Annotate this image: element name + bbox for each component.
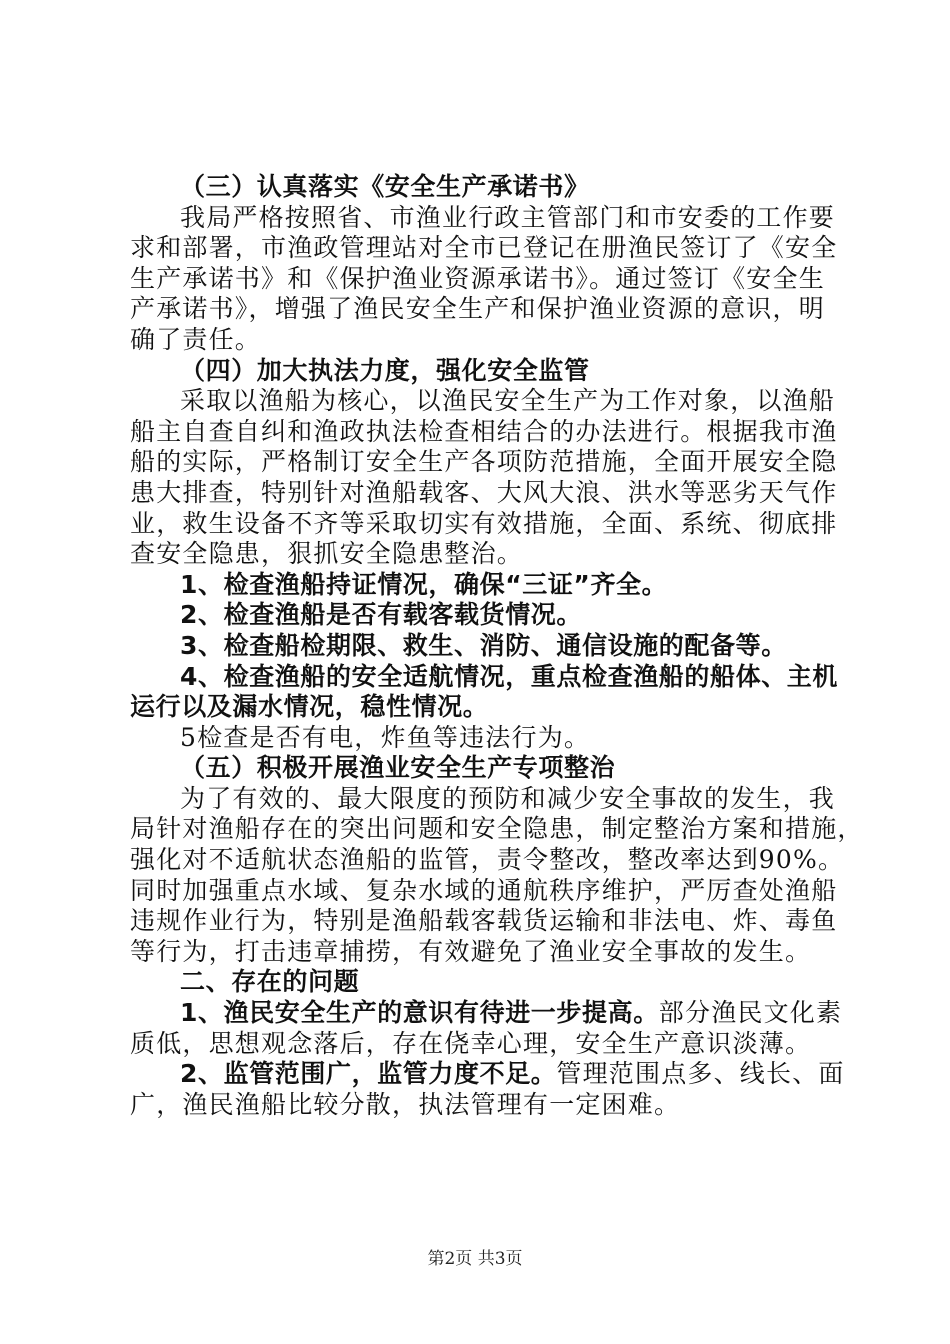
line-text: 广，渔民渔船比较分散，执法管理有一定困难。: [130, 1089, 681, 1119]
line-text: 等行为，打击违章捕捞，有效避免了渔业安全事故的发生。: [130, 936, 812, 966]
line-text: 船主自查自纠和渔政执法检查相结合的办法进行。根据我市渔: [130, 416, 838, 446]
paragraph-line: [130, 386, 836, 417]
section-heading: [130, 356, 830, 387]
section-heading: [130, 753, 830, 784]
line-text: 为了有效的、最大限度的预防和减少安全事故的发生，我: [180, 783, 836, 813]
line-text: 1、检查渔船持证情况，确保“三证”齐全。: [180, 569, 668, 599]
paragraph-line: [130, 233, 838, 264]
paragraph-line: [130, 477, 838, 509]
paragraph-line: [130, 937, 830, 968]
bold-lead-text: 1、渔民安全生产的意识有待进一步提高。: [180, 998, 659, 1028]
paragraph-line: [130, 1059, 845, 1090]
line-text: （五）积极开展渔业安全生产专项整治: [180, 753, 616, 783]
paragraph-line: [130, 1029, 830, 1060]
line-text: （三）认真落实《安全生产承诺书》: [180, 172, 590, 201]
paragraph-line: [130, 294, 830, 325]
paragraph-line: [130, 539, 830, 570]
section-heading: [130, 692, 830, 723]
line-text: 我局严格按照省、市渔业行政主管部门和市安委的工作要: [180, 202, 836, 232]
paragraph-line: [130, 875, 838, 907]
line-text: 部分渔民文化素: [658, 998, 843, 1028]
line-text: 管理范围点多、线长、面: [556, 1059, 845, 1089]
line-text: 确了责任。: [130, 324, 262, 354]
paragraph-line: [130, 845, 845, 876]
line-text: 患大排查，特别针对渔船载客、大风大浪、洪水等恶劣天气作: [130, 477, 838, 507]
paragraph-line: [130, 1090, 830, 1121]
line-text: 生产承诺书》和《保护渔业资源承诺书》。通过签订《安全生: [130, 263, 825, 293]
document-body: [130, 172, 864, 1120]
line-text: 同时加强重点水域、复杂水域的通航秩序维护，严厉查处渔船: [130, 875, 838, 905]
paragraph-line: [130, 416, 838, 448]
paragraph-line: [130, 906, 838, 937]
line-text: 产承诺书》，增强了渔民安全生产和保护渔业资源的意识，明: [130, 294, 825, 324]
line-text: （四）加大执法力度，强化安全监管: [180, 355, 590, 385]
line-text: 查安全隐患，狠抓安全隐患整治。: [130, 539, 524, 569]
bold-lead-text: 2、监管范围广，监管力度不足。: [180, 1059, 557, 1089]
line-text: 业，救生设备不齐等采取切实有效措施，全面、系统、彻底排: [130, 508, 838, 538]
section-heading: [130, 600, 830, 631]
section-heading: [130, 661, 838, 693]
paragraph-line: [130, 783, 836, 815]
paragraph-line: [130, 508, 838, 540]
section-heading: [130, 967, 830, 998]
line-text: 船的实际，严格制订安全生产各项防范措施，全面开展安全隐: [130, 447, 838, 477]
line-text: 强化对不适航状态渔船的监管，责令整改，整改率达到90%。: [130, 845, 845, 875]
line-text: 5检查是否有电，炸鱼等违法行为。: [180, 722, 591, 752]
section-heading: [130, 172, 830, 203]
line-text: 运行以及漏水情况，稳性情况。: [130, 692, 489, 722]
paragraph-line: [130, 723, 830, 754]
line-text: 求和部署，市渔政管理站对全市已登记在册渔民签订了《安全: [130, 233, 838, 263]
line-text: 局针对渔船存在的突出问题和安全隐患，制定整治方案和措施，: [130, 814, 864, 844]
paragraph-line: [130, 202, 836, 234]
line-text: 采取以渔船为核心，以渔民安全生产为工作对象，以渔船: [180, 386, 836, 416]
page-footer: 第2页 共3页: [427, 1249, 523, 1269]
paragraph-line: [130, 264, 830, 295]
line-text: 4、检查渔船的安全适航情况，重点检查渔船的船体、主机: [180, 661, 838, 691]
paragraph-line: [130, 447, 838, 478]
line-text: 二、存在的问题: [180, 967, 360, 997]
line-text: 质低，思想观念落后，存在侥幸心理，安全生产意识淡薄。: [130, 1028, 812, 1058]
line-text: 2、检查渔船是否有载客载货情况。: [180, 600, 582, 630]
section-heading: [130, 570, 830, 601]
line-text: 违规作业行为，特别是渔船载客载货运输和非法电、炸、毒鱼: [130, 906, 838, 936]
line-text: 3、检查船检期限、救生、消防、通信设施的配备等。: [180, 630, 787, 660]
paragraph-line: [130, 814, 864, 845]
paragraph-line: [130, 325, 830, 356]
section-heading: [130, 631, 830, 662]
paragraph-line: [130, 998, 843, 1029]
